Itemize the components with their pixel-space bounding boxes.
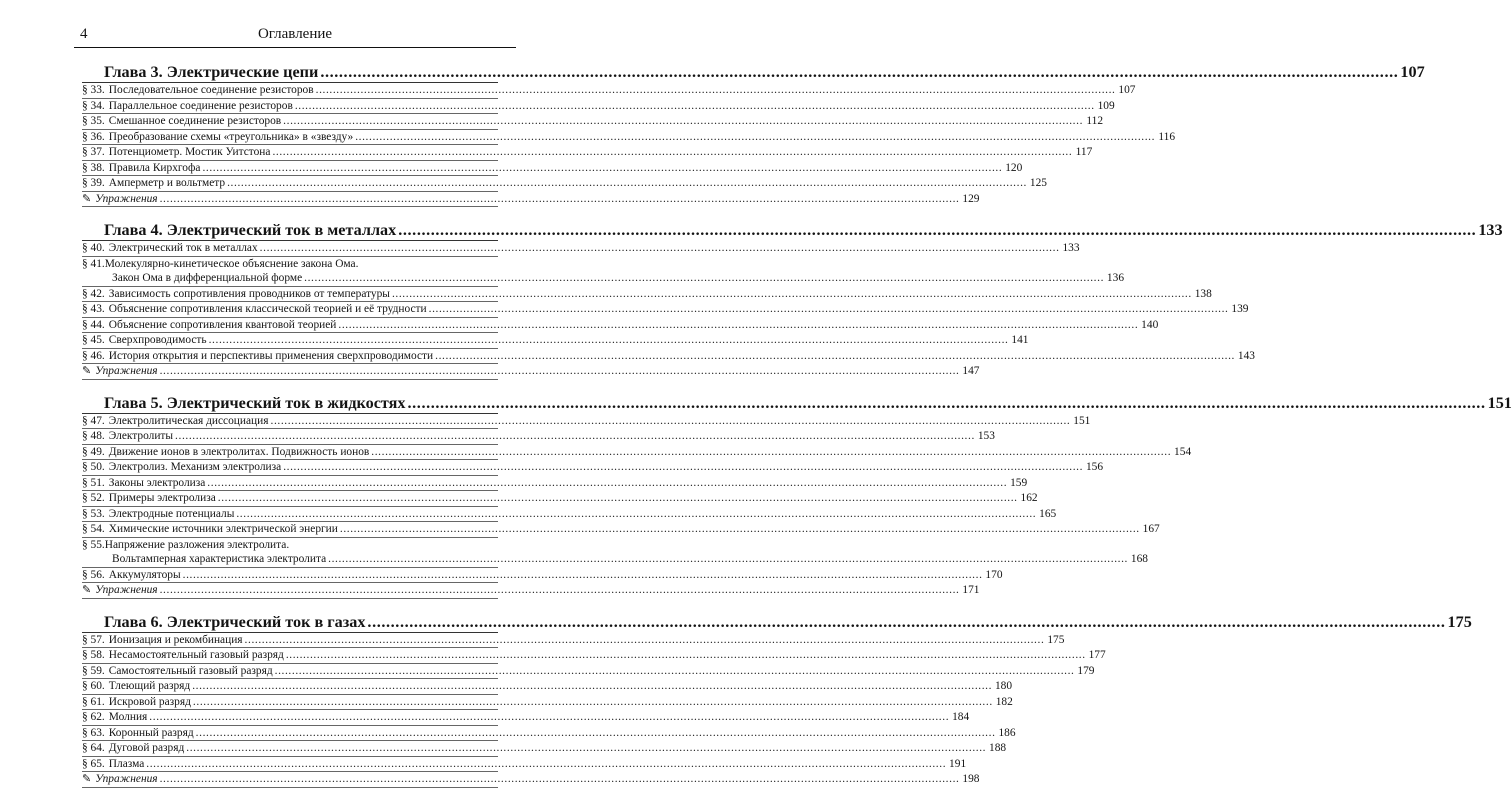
dot-leader xyxy=(316,83,1116,98)
section-number: § 49. xyxy=(82,445,105,458)
section-page-number: 133 xyxy=(1062,242,1080,254)
section-title: Молекулярно-кинетическое объяснение закона Ома. xyxy=(104,257,359,270)
section-page-number: 112 xyxy=(1086,115,1104,127)
section-page-number: 120 xyxy=(1005,161,1023,174)
entry-list xyxy=(82,632,1106,788)
section-number: § 34. xyxy=(82,99,105,112)
toc-entry[interactable] xyxy=(82,633,1065,649)
dot-leader xyxy=(435,349,1235,364)
section-page-number: 125 xyxy=(1029,177,1047,189)
chapter-heading[interactable] xyxy=(82,612,1472,632)
section-title: Правила Кирхгофа xyxy=(108,161,201,174)
entry-list xyxy=(82,413,1192,599)
dot-leader xyxy=(340,522,1140,537)
toc-entry[interactable] xyxy=(82,333,1029,349)
exercises-title: Упражнения xyxy=(95,365,158,377)
section-title: Дуговой разряд xyxy=(108,742,185,754)
dot-leader xyxy=(275,664,1075,679)
dot-leader xyxy=(218,491,1018,506)
exercises-page-number: 129 xyxy=(962,192,980,205)
toc-entry[interactable] xyxy=(82,538,1148,568)
section-number: § 33. xyxy=(82,84,105,96)
dot-leader xyxy=(367,612,1445,632)
toc-entry[interactable] xyxy=(82,145,1093,161)
section-number: § 52. xyxy=(82,492,105,504)
section-page-number: 184 xyxy=(952,711,970,723)
pencil-icon: ✎ xyxy=(82,192,92,205)
chapter-heading[interactable] xyxy=(82,62,1425,82)
dot-leader xyxy=(160,192,960,207)
toc-entry[interactable] xyxy=(82,114,1104,130)
dot-leader xyxy=(183,568,983,583)
section-page-number: 153 xyxy=(977,430,995,442)
dot-leader xyxy=(192,679,992,694)
dot-leader xyxy=(202,161,1002,176)
section-page-number: 107 xyxy=(1118,84,1136,96)
toc-entry[interactable] xyxy=(82,757,967,773)
section-page-number: 141 xyxy=(1011,334,1029,346)
section-number: § 56. xyxy=(82,568,105,581)
toc-entry[interactable] xyxy=(82,568,1003,584)
toc-entry[interactable] xyxy=(82,648,1106,664)
section-title: Электролитическая диссоциация xyxy=(108,414,269,427)
chapter-title: Глава 5. Электрический ток в жидкостях xyxy=(104,393,406,412)
section-number: § 55. xyxy=(82,538,105,551)
exercises-title: Упражнения xyxy=(95,192,158,205)
section-number: § 63. xyxy=(82,726,105,739)
section-title: Аккумуляторы xyxy=(108,568,181,581)
section-page-number: 162 xyxy=(1020,492,1038,504)
dot-leader xyxy=(286,648,1086,663)
section-page-number: 167 xyxy=(1142,523,1160,535)
section-number: § 43. xyxy=(82,303,105,315)
section-number: § 59. xyxy=(82,664,105,677)
section-title: Напряжение разложения электролита. xyxy=(104,538,290,551)
section-page-number: 177 xyxy=(1088,649,1106,661)
section-number: § 44. xyxy=(82,318,105,331)
section-title: Амперметр и вольтметр xyxy=(108,177,226,189)
exercises-title: Упражнения xyxy=(95,584,158,596)
section-title: Движение ионов в электролитах. Подвижность ионов xyxy=(108,445,370,458)
chapter-section xyxy=(82,393,1512,599)
section-page-number: 136 xyxy=(1106,272,1125,284)
page-header xyxy=(74,22,516,46)
toc-entry[interactable] xyxy=(82,287,1212,303)
section-page-number: 188 xyxy=(989,742,1007,754)
section-page-number: 159 xyxy=(1010,476,1028,489)
dot-leader xyxy=(371,445,1171,460)
section-page-number: 165 xyxy=(1039,507,1057,520)
dot-leader xyxy=(149,710,949,725)
dot-leader xyxy=(304,271,1104,286)
section-page-number: 116 xyxy=(1158,130,1176,143)
section-number: § 50. xyxy=(82,461,105,473)
section-number: § 37. xyxy=(82,146,105,158)
toc-entry[interactable] xyxy=(82,414,1091,430)
section-title: Законы электролиза xyxy=(108,476,206,489)
toc-entry[interactable] xyxy=(82,130,1176,146)
section-title-continued: Вольтамперная характеристика электролита xyxy=(112,553,327,565)
section-title: Электролиты xyxy=(108,430,174,442)
toc-entry[interactable] xyxy=(82,349,1255,365)
section-page-number: 143 xyxy=(1237,349,1255,362)
dot-leader xyxy=(193,695,993,710)
section-title: Молния xyxy=(108,711,148,723)
dot-leader xyxy=(146,757,946,772)
pencil-icon: ✎ xyxy=(82,365,92,377)
section-title: Химические источники электрической энергии xyxy=(108,523,338,535)
section-number: § 38. xyxy=(82,161,105,174)
section-number: § 46. xyxy=(82,349,105,362)
section-number: § 40. xyxy=(82,242,105,254)
toc-entry[interactable] xyxy=(82,507,1057,523)
section-title: Коронный разряд xyxy=(108,726,194,739)
dot-leader xyxy=(392,287,1192,302)
page-number: 4 xyxy=(80,26,88,42)
table-of-contents xyxy=(82,62,1512,801)
section-title: Плазма xyxy=(108,757,145,770)
toc-entry[interactable] xyxy=(82,679,1013,695)
section-page-number: 109 xyxy=(1097,99,1115,112)
section-title: Зависимость сопротивления проводников от температуры xyxy=(108,287,390,300)
toc-entry[interactable] xyxy=(82,695,1013,711)
dot-leader xyxy=(207,476,1007,491)
section-title: Электролиз. Механизм электролиза xyxy=(108,461,282,473)
section-page-number: 151 xyxy=(1073,414,1091,427)
toc-entry[interactable] xyxy=(82,318,1159,334)
section-number: § 48. xyxy=(82,430,105,442)
chapter-section xyxy=(82,612,1472,788)
toc-entry[interactable] xyxy=(82,522,1160,538)
section-number: § 45. xyxy=(82,334,105,346)
entry-list xyxy=(82,82,1176,207)
section-title: Параллельное соединение резисторов xyxy=(108,99,293,112)
section-page-number: 156 xyxy=(1085,461,1104,473)
exercises-page-number: 198 xyxy=(962,773,980,785)
toc-entry[interactable] xyxy=(82,726,1016,742)
dot-leader xyxy=(320,62,1398,82)
toc-entry[interactable] xyxy=(82,664,1095,680)
chapter-heading[interactable] xyxy=(82,393,1512,413)
section-title: Потенциометр. Мостик Уитстона xyxy=(108,146,271,158)
section-page-number: 180 xyxy=(994,680,1013,692)
section-page-number: 168 xyxy=(1130,553,1148,565)
section-number: § 35. xyxy=(82,115,105,127)
dot-leader xyxy=(260,241,1060,256)
toc-entry[interactable] xyxy=(82,741,1007,757)
exercises-entry[interactable] xyxy=(82,364,980,380)
dot-leader xyxy=(160,364,960,379)
section-title: Последовательное соединение резисторов xyxy=(108,84,314,96)
entry-line xyxy=(82,257,498,272)
dot-leader xyxy=(355,130,1155,145)
exercises-entry[interactable] xyxy=(82,583,980,599)
section-title: Ионизация и рекомбинация xyxy=(108,633,243,646)
toc-entry[interactable] xyxy=(82,176,1047,192)
dot-leader xyxy=(429,302,1229,317)
dot-leader xyxy=(295,99,1095,114)
entry-line xyxy=(82,538,498,553)
section-page-number: 170 xyxy=(985,568,1003,581)
toc-entry[interactable] xyxy=(82,99,1115,115)
section-title: Сверхпроводимость xyxy=(108,334,207,346)
entry-list xyxy=(82,240,1255,380)
dot-leader xyxy=(160,772,960,787)
section-number: § 62. xyxy=(82,711,105,723)
dot-leader xyxy=(245,633,1045,648)
toc-entry[interactable] xyxy=(82,257,1125,287)
section-title: Самостоятельный газовый разряд xyxy=(108,664,273,677)
dot-leader xyxy=(283,460,1083,475)
exercises-entry[interactable] xyxy=(82,192,980,208)
section-title: Электрический ток в металлах xyxy=(108,242,258,254)
dot-leader xyxy=(398,220,1476,240)
dot-leader xyxy=(175,429,975,444)
dot-leader xyxy=(338,318,1138,333)
toc-entry[interactable] xyxy=(82,161,1023,177)
header-rule xyxy=(74,47,516,48)
section-number: § 53. xyxy=(82,507,105,520)
toc-entry[interactable] xyxy=(82,445,1192,461)
toc-entry[interactable] xyxy=(82,476,1028,492)
toc-entry[interactable] xyxy=(82,460,1104,476)
chapter-title: Глава 4. Электрический ток в металлах xyxy=(104,221,397,239)
dot-leader xyxy=(209,333,1009,348)
section-page-number: 138 xyxy=(1194,287,1212,300)
section-page-number: 139 xyxy=(1231,303,1249,315)
section-page-number: 191 xyxy=(949,757,967,770)
section-page-number: 117 xyxy=(1075,146,1093,158)
chapter-page-number: 175 xyxy=(1447,612,1472,631)
toc-entry[interactable] xyxy=(82,302,1249,318)
dot-leader xyxy=(186,741,986,756)
section-number: § 60. xyxy=(82,680,105,692)
chapter-section xyxy=(82,62,1425,207)
chapter-page-number: 107 xyxy=(1400,63,1425,81)
section-page-number: 186 xyxy=(998,726,1016,739)
section-page-number: 182 xyxy=(995,695,1013,708)
chapter-page-number: 133 xyxy=(1478,221,1503,239)
page-title: Оглавление xyxy=(257,26,333,42)
section-title: История открытия и перспективы применения сверхпроводимости xyxy=(108,349,434,362)
entry-line xyxy=(82,271,1125,286)
section-title: Тлеющий разряд xyxy=(108,680,191,692)
section-page-number: 140 xyxy=(1141,318,1159,331)
section-number: § 58. xyxy=(82,649,105,661)
section-page-number: 179 xyxy=(1077,664,1095,677)
section-number: § 36. xyxy=(82,130,105,143)
toc-entry[interactable] xyxy=(82,710,970,726)
dot-leader xyxy=(272,145,1072,160)
toc-entry[interactable] xyxy=(82,429,995,445)
dot-leader xyxy=(408,393,1486,413)
toc-entry[interactable] xyxy=(82,241,1080,257)
toc-entry[interactable] xyxy=(82,491,1038,507)
section-number: § 54. xyxy=(82,523,105,535)
entry-line xyxy=(82,552,1148,567)
chapter-heading[interactable] xyxy=(82,220,1503,240)
section-title: Электродные потенциалы xyxy=(108,507,235,520)
section-number: § 39. xyxy=(82,177,105,189)
chapter-title: Глава 3. Электрические цепи xyxy=(104,63,319,81)
dot-leader xyxy=(160,583,960,598)
section-title: Несамостоятельный газовый разряд xyxy=(108,649,284,661)
section-title: Искровой разряд xyxy=(108,695,191,708)
chapter-section xyxy=(82,220,1503,380)
section-number: § 65. xyxy=(82,757,105,770)
exercises-page-number: 171 xyxy=(962,584,980,596)
chapter-title: Глава 6. Электрический ток в газах xyxy=(104,612,366,631)
section-title: Объяснение сопротивления классической теорией и её трудности xyxy=(108,303,427,315)
dot-leader xyxy=(271,414,1071,429)
toc-entry[interactable] xyxy=(82,83,1136,99)
dot-leader xyxy=(236,507,1036,522)
pencil-icon: ✎ xyxy=(82,584,92,596)
section-page-number: 175 xyxy=(1047,633,1065,646)
section-title: Смешанное соединение резисторов xyxy=(108,115,282,127)
exercises-page-number: 147 xyxy=(962,365,980,377)
section-title-continued: Закон Ома в дифференциальной форме xyxy=(112,272,303,284)
section-number: § 42. xyxy=(82,287,105,300)
section-number: § 41. xyxy=(82,257,105,270)
section-number: § 47. xyxy=(82,414,105,427)
section-number: § 64. xyxy=(82,742,105,754)
exercises-title: Упражнения xyxy=(95,773,158,785)
section-number: § 61. xyxy=(82,695,105,708)
section-title: Преобразование схемы «треугольника» в «звезду» xyxy=(108,130,354,143)
section-page-number: 154 xyxy=(1174,445,1192,458)
pencil-icon: ✎ xyxy=(82,773,92,785)
section-number: § 57. xyxy=(82,633,105,646)
section-title: Объяснение сопротивления квантовой теорией xyxy=(108,318,337,331)
section-number: § 51. xyxy=(82,476,105,489)
dot-leader xyxy=(283,114,1083,129)
dot-leader xyxy=(196,726,996,741)
exercises-entry[interactable] xyxy=(82,772,980,788)
section-title: Примеры электролиза xyxy=(108,492,216,504)
chapter-page-number: 151 xyxy=(1487,393,1512,412)
dot-leader xyxy=(328,552,1128,567)
dot-leader xyxy=(227,176,1027,191)
